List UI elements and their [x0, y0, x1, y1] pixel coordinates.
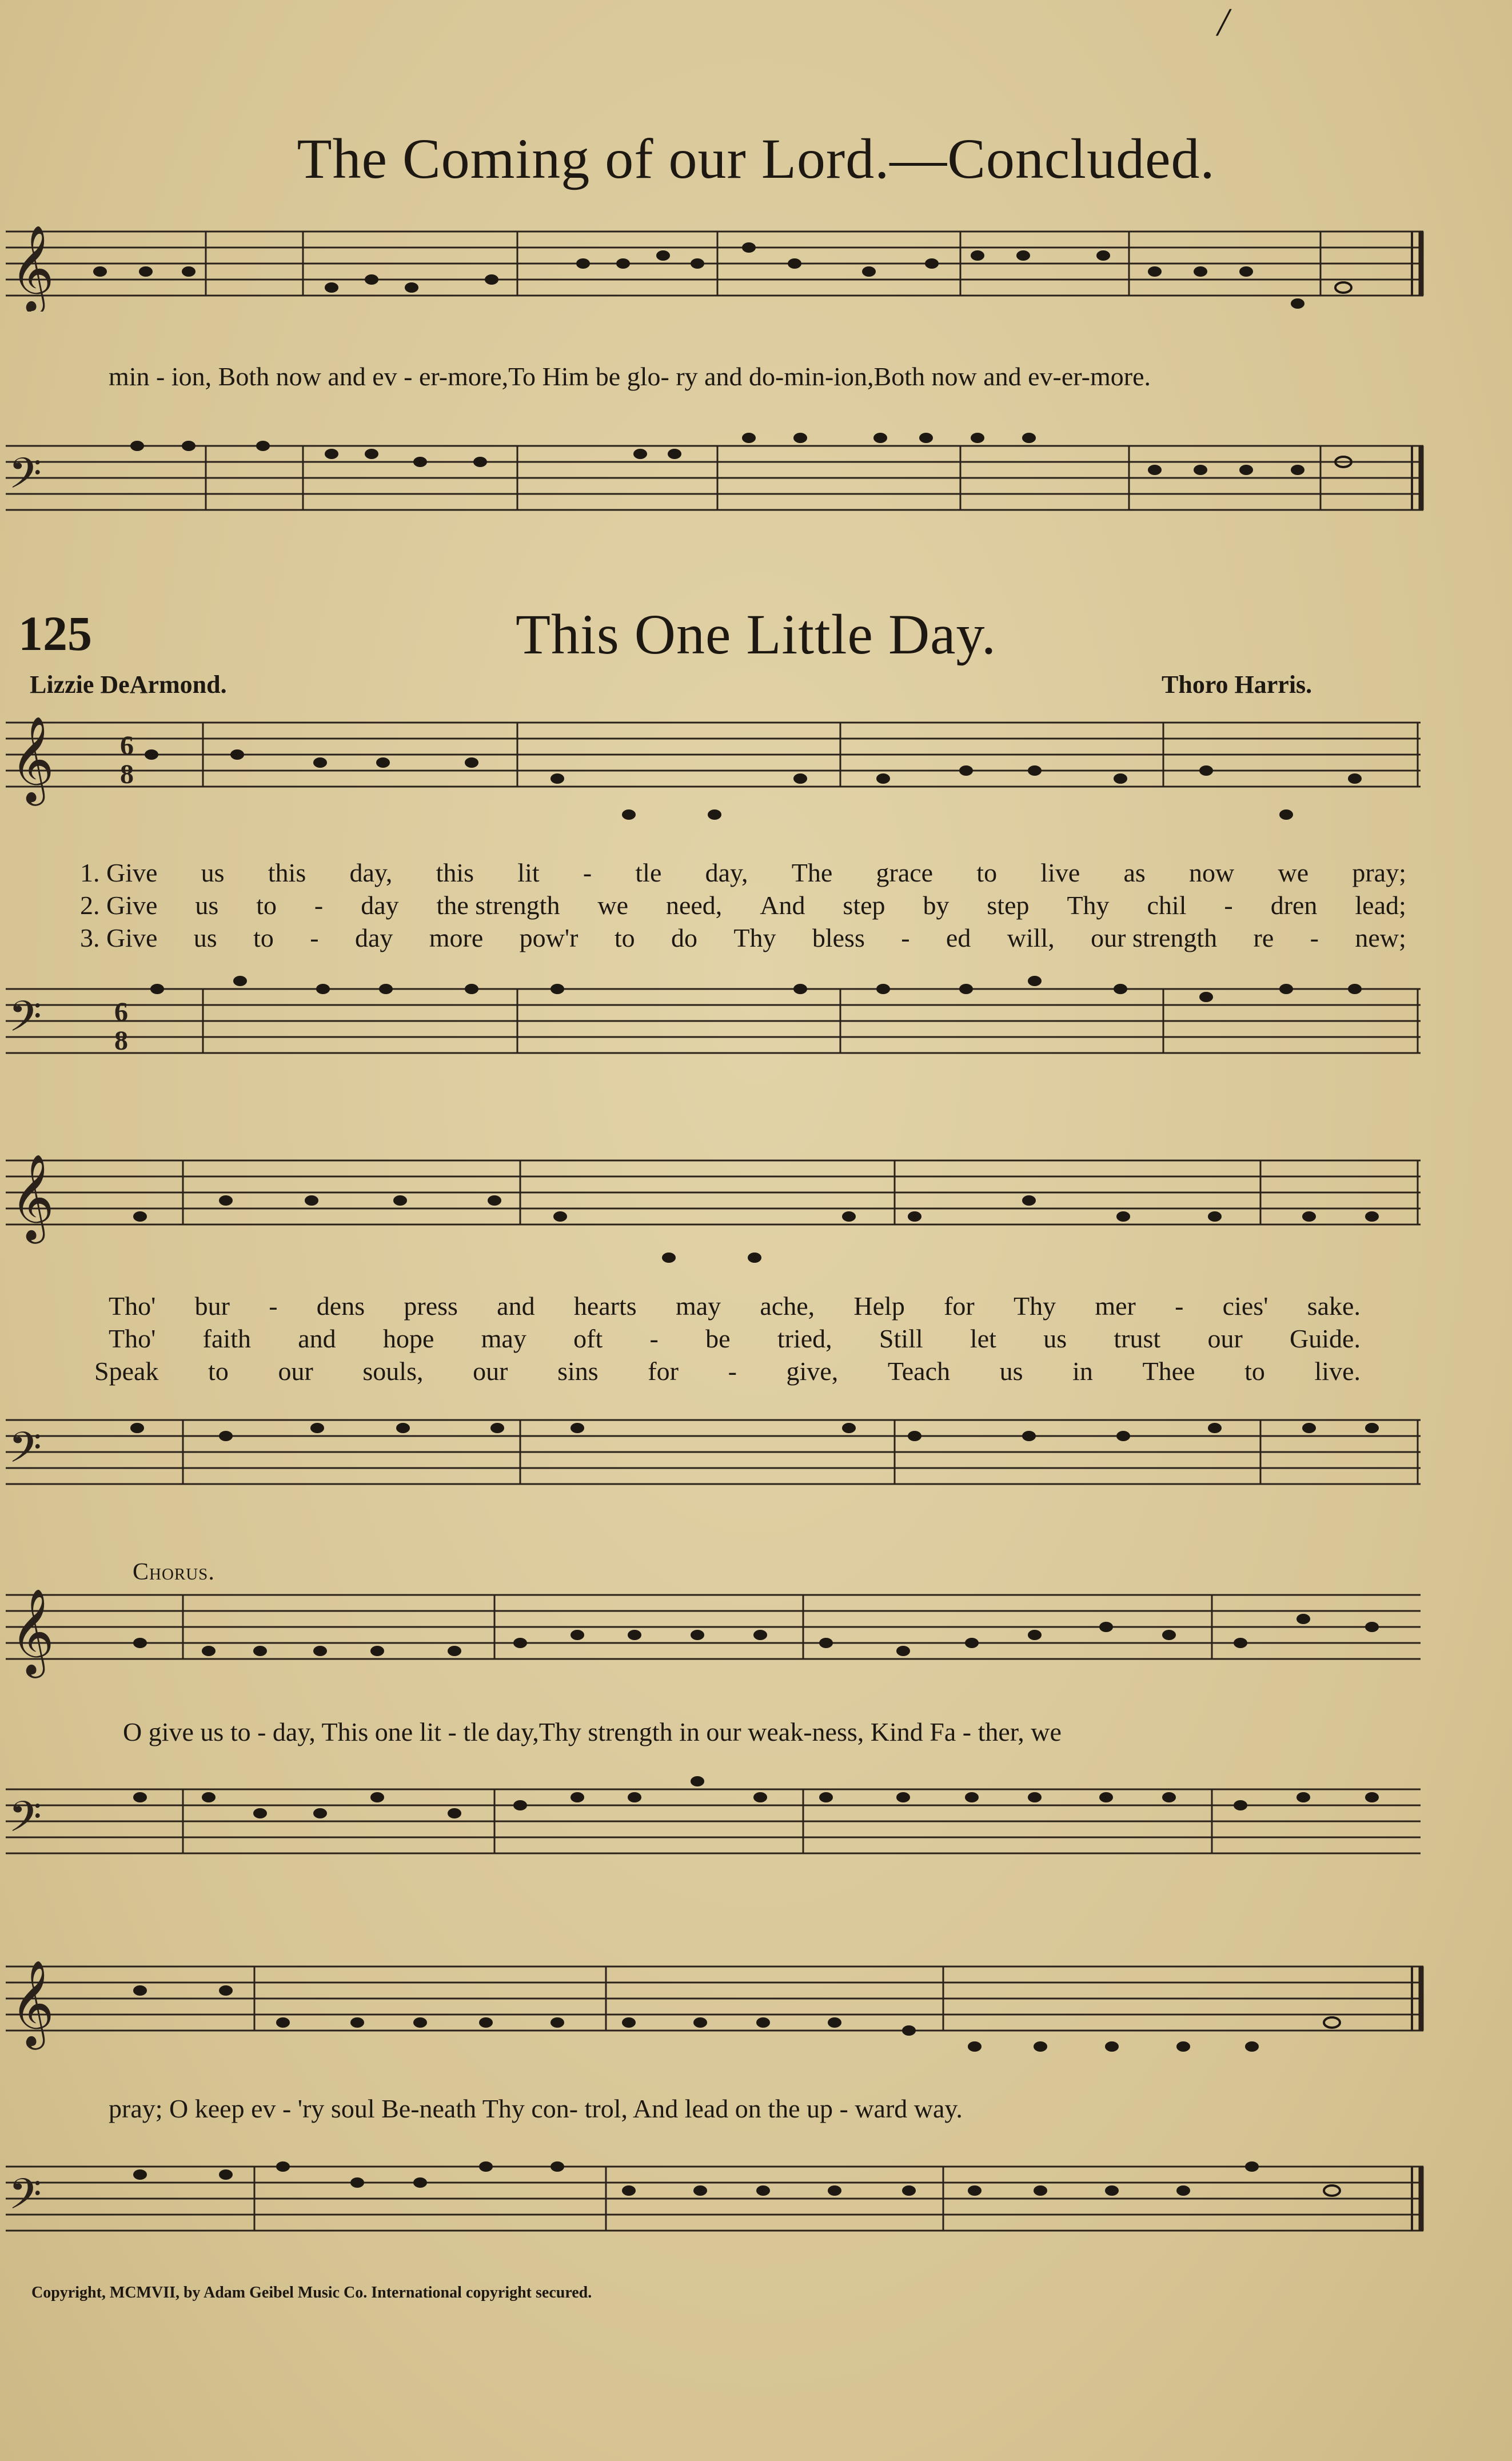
svg-text:8: 8	[114, 1026, 128, 1056]
chorus-label: Chorus.	[133, 1559, 215, 1585]
lyric-syllable: sins	[557, 1357, 599, 1386]
lyric-syllable: more	[429, 923, 484, 952]
lyric-syllable: may	[481, 1324, 526, 1353]
lyric-syllable: Tho'	[109, 1324, 156, 1353]
lyric-syllable: us	[201, 858, 225, 887]
lyric-syllable: Tho'	[109, 1291, 156, 1321]
lyric-syllable: Guide.	[1290, 1324, 1361, 1353]
hymn-title: This One Little Day.	[515, 603, 997, 666]
svg-text:𝄢: 𝄢	[9, 1792, 42, 1852]
lyric-syllable: hearts	[573, 1291, 637, 1321]
lyric-syllable: may	[675, 1291, 721, 1321]
lyric-syllable: grace	[876, 858, 933, 887]
system1-verse2	[80, 890, 1406, 920]
lyric-syllable: And	[760, 891, 805, 920]
lyric-syllable: we	[1278, 858, 1309, 887]
lyric-syllable: Still	[879, 1324, 923, 1353]
lyric-syllable: oft	[573, 1324, 603, 1353]
lyric-syllable: ache,	[760, 1291, 815, 1321]
lyric-syllable: Thy	[733, 923, 776, 952]
lyric-syllable: bless	[812, 923, 865, 952]
lyric-syllable: live	[1040, 858, 1080, 887]
lyric-syllable: Thy	[1013, 1291, 1056, 1321]
lyric-syllable: The	[791, 858, 833, 887]
lyric-syllable: Teach	[887, 1357, 950, 1386]
lyric-syllable: re	[1253, 923, 1274, 952]
lyric-syllable: faith	[202, 1324, 251, 1353]
lyric-syllable: Thy	[1067, 891, 1110, 920]
lyric-syllable: chil	[1147, 891, 1187, 920]
lyric-syllable: trust	[1114, 1324, 1161, 1353]
lyric-syllable: step	[987, 891, 1030, 920]
lyric-syllable: ed	[946, 923, 971, 952]
lyric-syllable: lead;	[1355, 891, 1406, 920]
lyric-syllable: our	[1207, 1324, 1243, 1353]
lyric-syllable: pray;	[1352, 858, 1406, 887]
system1-verse1	[80, 857, 1406, 888]
lyric-syllable: our strength	[1091, 923, 1218, 952]
chorus-treble-staff-2	[0, 1949, 1512, 2087]
lyric-syllable: tried,	[777, 1324, 832, 1353]
lyric-syllable: our	[473, 1357, 508, 1386]
lyric-syllable: Speak	[94, 1357, 159, 1386]
lyric-syllable: -	[1310, 923, 1319, 952]
lyric-syllable: the strength	[436, 891, 560, 920]
lyric-syllable: for	[944, 1291, 975, 1321]
system2-verse3	[94, 1356, 1361, 1386]
lyric-syllable: us	[1043, 1324, 1067, 1353]
lyric-syllable: mer	[1095, 1291, 1136, 1321]
lyric-syllable: now	[1189, 858, 1235, 887]
lyric-syllable: to	[253, 923, 274, 952]
svg-text:𝄢: 𝄢	[9, 2169, 42, 2229]
lyric-syllable: be	[705, 1324, 731, 1353]
chorus-bass-staff-2	[0, 2144, 1512, 2281]
lyric-syllable: us	[999, 1357, 1023, 1386]
lyric-syllable: bur	[194, 1291, 230, 1321]
system2-verse2	[109, 1323, 1361, 1354]
lyric-syllable: dren	[1270, 891, 1318, 920]
lyric-syllable: cies'	[1222, 1291, 1268, 1321]
lyric-syllable: by	[923, 891, 950, 920]
lyric-syllable: hope	[382, 1324, 434, 1353]
lyric-syllable: for	[648, 1357, 679, 1386]
hymn-number: 125	[18, 606, 92, 661]
lyric-syllable: our	[278, 1357, 313, 1386]
svg-text:𝄢: 𝄢	[9, 449, 42, 509]
lyric-syllable: to	[256, 891, 277, 920]
lyric-syllable: press	[404, 1291, 458, 1321]
lyric-syllable: tle	[635, 858, 662, 887]
lyric-syllable: -	[583, 858, 592, 887]
lyric-syllable: to	[208, 1357, 229, 1386]
system2-bass-staff	[0, 1395, 1512, 1532]
chorus-lyric-line1: O give us to - day, This one lit - tle day,Thy strength in our weak-ness, Kind Fa - ther, we	[123, 1717, 1062, 1746]
svg-text:𝄞: 𝄞	[10, 1959, 54, 2046]
lyric-syllable: in	[1072, 1357, 1093, 1386]
lyric-syllable: -	[1224, 891, 1233, 920]
lyric-syllable: us	[195, 891, 219, 920]
copyright-notice: Copyright, MCMVII, by Adam Geibel Music Co. International copyright secured.	[31, 2284, 592, 2302]
lyric-syllable: day,	[705, 858, 748, 887]
svg-text:𝄞: 𝄞	[10, 1153, 54, 1240]
lyric-syllable: souls,	[362, 1357, 424, 1386]
lyric-syllable: to	[1244, 1357, 1265, 1386]
lyric-syllable: us	[193, 923, 217, 952]
system1-treble-staff	[0, 715, 1512, 852]
lyric-syllable: as	[1123, 858, 1146, 887]
words-author: Lizzie DeArmond.	[30, 671, 227, 699]
lyric-syllable: -	[1175, 1291, 1184, 1321]
concluded-bass-staff	[0, 412, 1512, 549]
chorus-bass-staff-1	[0, 1766, 1512, 1904]
lyric-syllable: do	[671, 923, 697, 952]
lyric-syllable: dens	[316, 1291, 365, 1321]
lyric-syllable: and	[497, 1291, 535, 1321]
chorus-treble-staff-1	[0, 1578, 1512, 1715]
lyric-syllable: to	[614, 923, 635, 952]
system1-bass-staff	[0, 966, 1512, 1103]
lyric-syllable: and	[298, 1324, 336, 1353]
chorus-lyric-line2: pray; O keep ev - 'ry soul Be-neath Thy con- trol, And lead on the up - ward way.	[109, 2094, 963, 2123]
lyric-syllable: day	[361, 891, 399, 920]
page-corner-mark: /	[1218, 1, 1229, 45]
lyric-syllable: let	[970, 1324, 996, 1353]
lyric-syllable: Thee	[1142, 1357, 1195, 1386]
lyric-syllable: step	[843, 891, 885, 920]
lyric-syllable: day,	[349, 858, 393, 887]
lyric-syllable: -	[649, 1324, 659, 1353]
svg-text:𝄞: 𝄞	[10, 715, 54, 802]
svg-text:𝄢: 𝄢	[9, 992, 42, 1052]
lyric-syllable: we	[597, 891, 629, 920]
lyric-syllable: 3. Give	[80, 923, 158, 952]
lyric-syllable: sake.	[1307, 1291, 1361, 1321]
concluded-lyric-line: min - ion, Both now and ev - er-more,To Him be glo- ry and do-min-ion,Both now and ev-er-more.	[109, 362, 1151, 391]
lyric-syllable: lit	[517, 858, 540, 887]
svg-text:6: 6	[114, 997, 128, 1027]
system1-verse3	[80, 923, 1406, 953]
lyric-syllable: live.	[1314, 1357, 1361, 1386]
svg-text:𝄢: 𝄢	[9, 1423, 42, 1483]
svg-text:𝄞: 𝄞	[10, 226, 54, 311]
music-composer: Thoro Harris.	[1162, 671, 1312, 699]
lyric-syllable: new;	[1355, 923, 1406, 952]
lyric-syllable: 1. Give	[80, 858, 158, 887]
lyric-syllable: will,	[1007, 923, 1055, 952]
system2-verse1	[109, 1291, 1361, 1321]
lyric-syllable: Help	[853, 1291, 905, 1321]
lyric-syllable: -	[901, 923, 910, 952]
concluded-treble-staff	[0, 226, 1512, 312]
svg-text:6: 6	[120, 731, 134, 761]
lyric-syllable: to	[976, 858, 998, 887]
lyric-syllable: give,	[786, 1357, 839, 1386]
lyric-syllable: -	[310, 923, 319, 952]
lyric-syllable: -	[314, 891, 324, 920]
lyric-syllable: -	[728, 1357, 737, 1386]
lyric-syllable: -	[269, 1291, 278, 1321]
lyric-syllable: 2. Give	[80, 891, 158, 920]
lyric-syllable: day	[354, 923, 393, 952]
system2-treble-staff	[0, 1143, 1512, 1281]
svg-text:𝄞: 𝄞	[10, 1588, 54, 1674]
svg-text:8: 8	[120, 759, 134, 789]
lyric-syllable: pow'r	[519, 923, 579, 952]
lyric-syllable: this	[268, 858, 306, 887]
lyric-syllable: need,	[665, 891, 723, 920]
lyric-syllable: this	[436, 858, 474, 887]
concluded-title: The Coming of our Lord.—Concluded.	[297, 127, 1215, 190]
